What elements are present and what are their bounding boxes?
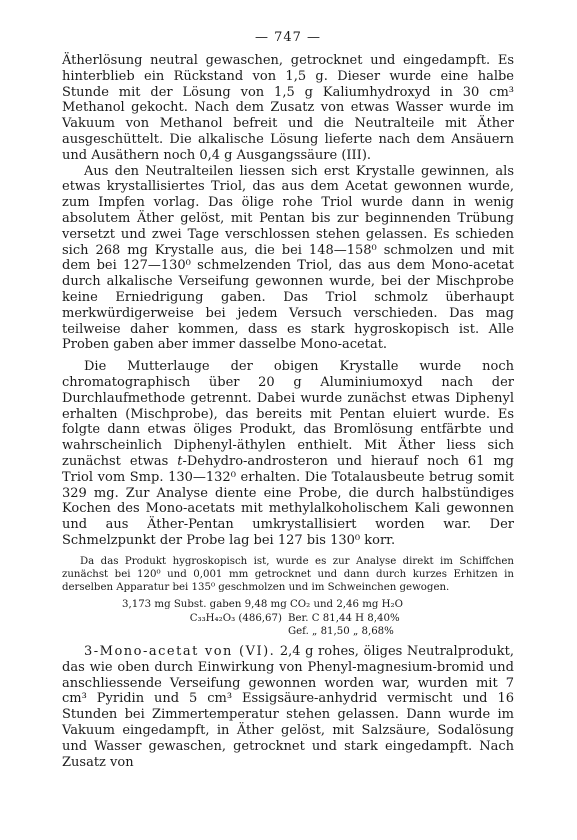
analysis-sample-result: 3,173 mg Subst. gaben 9,48 mg CO₂ und 2,46 mg H₂O: [122, 599, 403, 611]
page-number: — 747 —: [254, 30, 322, 45]
paragraph-3-part-2: -Dehydro-androsteron und hierauf noch 61 mg Triol vom Smp. 130—132⁰ erhalten. Die Totalausbeute betrug somit 329 mg. Zur Analyse diente eine Probe, die durch halbstündiges Kochen des Mono-acetats mit methylalkoholischem Kali gewonnen und aus Äther-Pentan umkrystallisiert worden war. Der Schmelzpunkt der Probe lag bei 127 bis 130⁰ korr.: [62, 453, 514, 548]
paragraph-2: Aus den Neutralteilen liessen sich erst Krystalle gewinnen, als etwas krystallisiertes Triol, das aus dem Acetat gewonnen wurde, zum Impfen vorlag. Das ölige rohe Triol wurde dann in wenig absolutem Äther gelöst, mit Pentan bis zur beginnenden Trübung versetzt und zwei Tage verschlossen stehen gelassen. Es schieden sich 268 mg Krystalle aus, die bei 148—158⁰ schmolzen und mit dem bei 127—130⁰ schmelzenden Triol, das aus dem Mono-acetat durch alkalische Verseifung gewonnen wurde, bei der Mischprobe keine Erniedrigung gaben. Das Triol schmolz überhaupt merkwürdigerweise bei jedem Versuch verschieden. Das mag teilweise daher kommen, dass es stark hygroskopisch ist. Alle Proben gaben aber immer dasselbe Mono-acetat.: [62, 163, 514, 353]
page: [62, 30, 514, 770]
drying-note: Da das Produkt hygroskopisch ist, wurde es zur Analyse direkt im Schiffchen zunächst bei 120⁰ und 0,001 mm getrocknet und dann durch kurzes Erhitzen in derselben Apparatur bei 135⁰ geschmolzen und im Schweinchen gewogen.: [62, 555, 514, 594]
paragraph-3-italic: t: [177, 453, 183, 469]
section-text: 2,4 g rohes, öliges Neutralprodukt, das wie oben durch Einwirkung von Phenyl-magnesium-bromid und anschliessende Verseifung gewonnen worden war, wurden mit 7 cm³ Pyridin und 5 cm³ Essigsäure-anhydrid vermischt und 16 Stunden bei Zimmertemperatur stehen gelassen. Dann wurde im Vakuum eingedampft, in Äther gelöst, mit Salzsäure, Sodalösung und Wasser gewaschen, getrocknet und stark eingedampft. Nach Zusatz von: [62, 643, 514, 770]
paragraph-1: Ätherlösung neutral gewaschen, getrocknet und eingedampft. Es hinterblieb ein Rückstand von 1,5 g. Dieser wurde eine halbe Stunde mit der Lösung von 1,5 g Kaliumhydroxyd in 30 cm³ Methanol gekocht. Nach dem Zusatz von etwas Wasser wurde im Vakuum von Methanol befreit und die Neutralteile mit Äther ausgeschüttelt. Die alkalische Lösung lieferte nach dem Ansäuern und Ausäthern noch 0,4 g Ausgangssäure (III).: [62, 53, 514, 163]
analysis-calculated: Ber. C 81,44 H 8,40%: [288, 612, 400, 624]
analysis-line-1: [62, 598, 514, 611]
paragraph-3-part-1: Die Mutterlauge der obigen Krystalle wurde noch chromatographisch über 20 g Aluminiumoxyd nach der Durchlaufmethode getrennt. Dabei wurde zunächst etwas Diphenyl erhalten (Mischprobe), das bereits mit Pentan eluiert wurde. Es folgte dann etwas öliges Produkt, das Bromlösung entfärbte und wahrscheinlich Diphenyl-äthylen enthielt. Mit Äther liess sich zunächst etwas: [62, 359, 514, 469]
section-paragraph: [62, 644, 514, 770]
analysis-found: Gef. „ 81,50 „ 8,68%: [288, 625, 394, 637]
section-title: 3-Mono-acetat von (VI).: [84, 643, 276, 659]
paragraph-3: [62, 359, 514, 549]
analysis-blank: [62, 625, 288, 638]
analysis-block: [62, 598, 514, 638]
analysis-line-2: [62, 612, 514, 625]
analysis-formula: C₃₃H₄₂O₃ (486,67): [189, 612, 282, 624]
analysis-line-3: [62, 625, 514, 638]
